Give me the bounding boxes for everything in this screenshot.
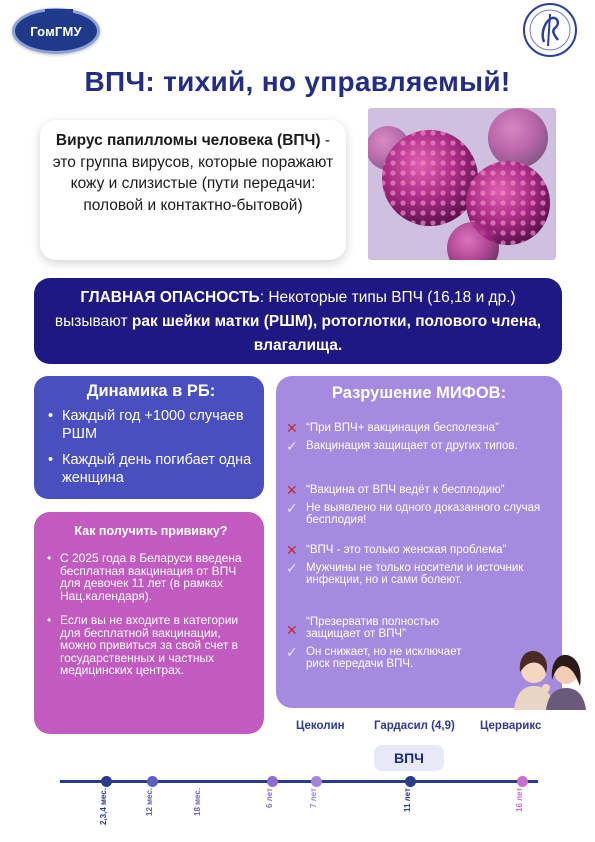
timeline-label: 6 лет: [265, 788, 274, 808]
vaccine-name: Гардасил (4,9): [374, 720, 455, 732]
vaccination-item: • С 2025 года в Беларуси введена бесплатная вакцинация от ВПЧ для девочек 11 лет (в рамках Нац.календаря).: [46, 552, 256, 602]
main-danger-banner: [34, 278, 562, 364]
cross-icon: ✕: [286, 622, 298, 638]
vaccination-item: • Если вы не входите в категории для бесплатной вакцинации, можно привиться за свой счет в государственных и частных медицинских центрах.: [46, 614, 256, 677]
myth-item: [286, 422, 556, 434]
danger-label: ГЛАВНАЯ ОПАСНОСТЬ: [80, 289, 260, 306]
timeline-dot: [267, 776, 278, 787]
timeline-dot: [147, 776, 158, 787]
definition-bold: Вирус папилломы человека (ВПЧ): [55, 132, 321, 149]
check-icon: ✓: [286, 560, 298, 576]
definition-text: - это группа вирусов, которые поражают кожу и слизистые (пути передачи: половой и контактно-бытовой): [52, 132, 334, 214]
cross-icon: ✕: [286, 482, 298, 498]
fact-item: [286, 562, 556, 586]
myth-item: [286, 484, 556, 496]
dynamics-title: Динамика в РБ:: [86, 382, 216, 400]
emblem-logo: [522, 2, 578, 58]
check-icon: ✓: [286, 644, 298, 660]
gomgmu-logo: [12, 8, 100, 54]
danger-bold: рак шейки матки (РШМ), ротоглотки, полового члена, влагалища.: [131, 313, 542, 354]
myth-text: “Презерватив полностью защищает от ВПЧ”: [306, 616, 440, 640]
timeline-label: 12 мес.: [145, 788, 154, 817]
cross-icon: ✕: [286, 420, 298, 436]
timeline-label: 11 лет: [403, 788, 412, 812]
logo-text: ГомГМУ: [30, 23, 82, 39]
check-icon: ✓: [286, 438, 298, 454]
fact-text: Мужчины не только носители и источник инфекции, но и сами болеют.: [306, 562, 524, 586]
fact-item: [286, 502, 556, 526]
timeline-dot: [101, 776, 112, 787]
dynamics-card: [34, 376, 264, 499]
timeline-dot: [405, 776, 416, 787]
timeline-label: 7 лет: [309, 788, 318, 808]
timeline-label: 2,3,4 мес.: [99, 788, 108, 825]
cross-icon: ✕: [286, 542, 298, 558]
timeline-dot: [311, 776, 322, 787]
definition-card: [40, 120, 346, 260]
vaccination-title: Как получить прививку?: [74, 524, 228, 538]
women-illustration: [510, 640, 588, 710]
myth-item: [286, 616, 486, 640]
page-title: ВПЧ: тихий, но управляемый!: [84, 66, 511, 97]
dynamics-item: • Каждый день погибает одна женщина: [46, 451, 256, 487]
myth-text: “При ВПЧ+ вакцинация бесполезна”: [306, 422, 499, 434]
timeline-dot: [517, 776, 528, 787]
fact-item: [286, 646, 486, 670]
danger-text: : Некоторые типы ВПЧ (16,18 и др.) вызывают: [54, 289, 516, 330]
myths-title: Разрушение МИФОВ:: [331, 384, 507, 402]
fact-text: Вакцинация защищает от других типов.: [306, 440, 518, 452]
vaccination-card: [34, 512, 264, 734]
timeline-axis: [60, 780, 538, 783]
vaccine-name: Церварикс: [480, 720, 542, 732]
virus-image: [368, 108, 556, 260]
check-icon: ✓: [286, 500, 298, 516]
vaccine-name: Цеколин: [296, 720, 345, 732]
fact-text: Не выявлено ни одного доказанного случая бесплодия!: [306, 502, 541, 526]
myth-item: [286, 544, 556, 556]
timeline-label: 18 мес.: [193, 788, 202, 817]
fact-item: [286, 440, 556, 452]
vpch-highlight: ВПЧ: [374, 745, 444, 771]
myth-text: “ВПЧ - это только женская проблема”: [306, 544, 507, 556]
dynamics-item: • Каждый год +1000 случаев РШМ: [46, 407, 256, 443]
myth-text: “Вакцина от ВПЧ ведёт к бесплодию”: [306, 484, 505, 496]
timeline-label: 16 лет: [515, 788, 524, 813]
fact-text: Он снижает, но не исключает риск передачи ВПЧ.: [306, 646, 462, 670]
